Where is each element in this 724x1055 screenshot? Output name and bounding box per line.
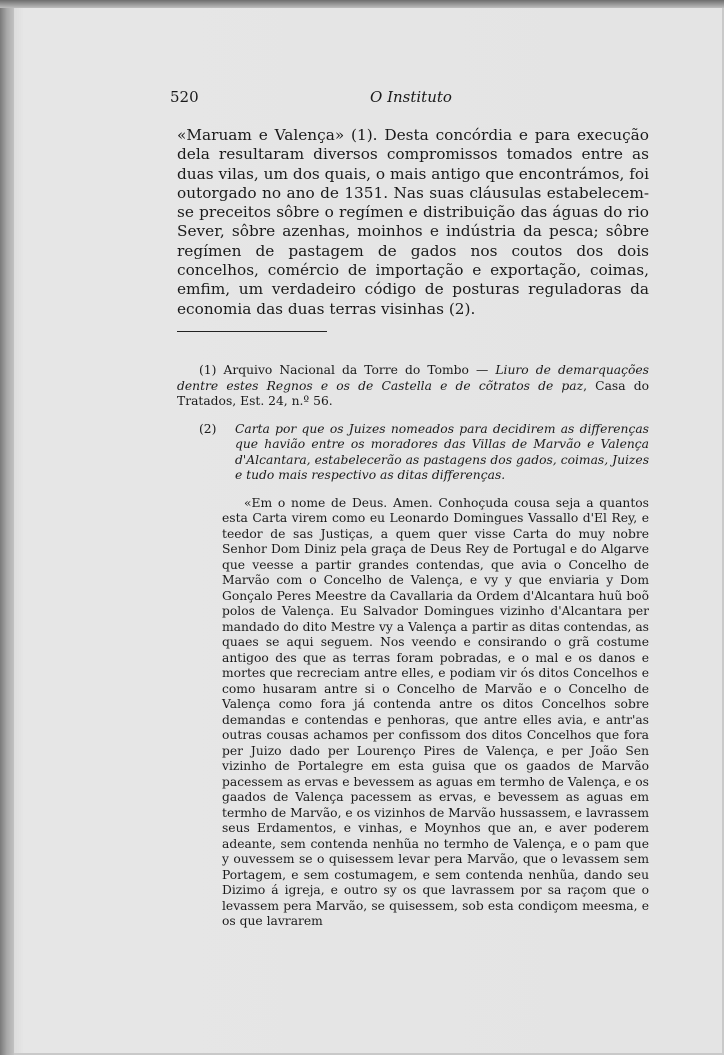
footnote-1-lead: Arquivo Nacional da Torre do Tombo — (223, 363, 496, 377)
page-number: 520 (170, 88, 199, 106)
footnote-1-title: Liuro de demarquações dentre estes Regnos e os de Castella e de cõtratos de paz (177, 363, 649, 393)
charter-text: «Em o nome de Deus. Amen. Conhoçuda cousa seja a quantos esta Carta virem como eu Leonardo Domingues Vassallo d'El Rey, e teedor de sas Justiças, a quem quer visse Carta do muy nobre Senhor Dom Diniz pela graça de Deus Rey de Portugal e do Algarve que veesse a partir grandes contendas, que avia o Concelho de Marvão com o Concelho de Valença, e vy y que enviaria y Dom Gonçalo Peres Meestre da Cavallaria da Ordem d'Alcantara huũ boõ polos de Valença. Eu Salvador Domingues vizinho d'Alcantara per mandado do dito Mestre vy a Valença a partir as ditas contendas, as quaes se aqui seguem. Nos veendo e consirando o grã costume antigoo des que as terras foram pobradas, e o mal e os danos e mortes que recreciam antre elles, e podiam vir ós ditos Concelhos e como husaram antre si o Concelho de Marvão e o Concelho de Valença como fora já contenda antre os ditos Concelhos sobre demandas e contendas e penhoras, que antre elles avia, e antr'as outras cousas achamos per confissom dos ditos Concelhos que fora per Juizo dado per Lourenço Pires de Valença, e per João Sen vizinho de Portalegre em esta guisa que os gaados de Marvão pacessem as ervas e bevessem as aguas em termho de Valença, e os gaados de Valença pacessem as ervas, e bevessem as aguas em termho de Marvão, e os vizinhos de Marvão hussassem, e lavrassem seus Erdamentos, e vinhas, e Moynhos que an, e aver poderem adeante, sem contenda nenhũa no termho de Valença, e o pam que y ouvessem se o quisessem levar pera Marvão, que o levassem sem Portagem, e sem costumagem, e sem contenda nenhũa, dando seu Dizimo á igreja, e outro sy os que lavrassem por sa raçom que o levassem pera Marvão, se quisessem, sob esta condiçom meesma, e os que lavrarem (222, 495, 649, 928)
body-paragraph: «Maruam e Valença» (1). Desta concórdia e para execução dela resultaram diversos compromissos tomados entre as duas vilas, um dos quais, o mais antigo que encontrámos, foi outorgado no ano de 1351. Nas suas cláusulas estabelecem-se preceitos sôbre o regímen e distribuição das águas do rio Sever, sôbre azenhas, moinhos e indústria da pesca; sôbre regímen de pastagem de gados nos coutos dos dois concelhos, comércio de importação e exportação, coimas, emfim, um verdadeiro código de posturas reguladoras da economia das duas terras visinhas (2). (177, 126, 649, 318)
footnote-1 (177, 363, 649, 410)
footnote-2-title: Carta por que os Juizes nomeados para decidirem as differenças que havião entre os moradores das Villas de Marvão e Valença d'Alcantara, estabelecerão as pastagens dos gados, coimas, Juizes e tudo mais respectivo as ditas differenças. (235, 421, 649, 482)
footnote-separator (177, 331, 327, 332)
footnote-1-tail: , Casa do Tratados, Est. 24, n.º 56. (177, 378, 649, 408)
page-top-edge (0, 0, 724, 8)
footnote-2-mark: (2) (199, 421, 217, 436)
running-title: O Instituto (370, 88, 452, 106)
footnote-1-mark: (1) (199, 363, 217, 377)
footnotes (177, 363, 649, 930)
footnote-2 (177, 422, 649, 484)
page-header (170, 88, 650, 112)
book-spine (0, 0, 14, 1055)
